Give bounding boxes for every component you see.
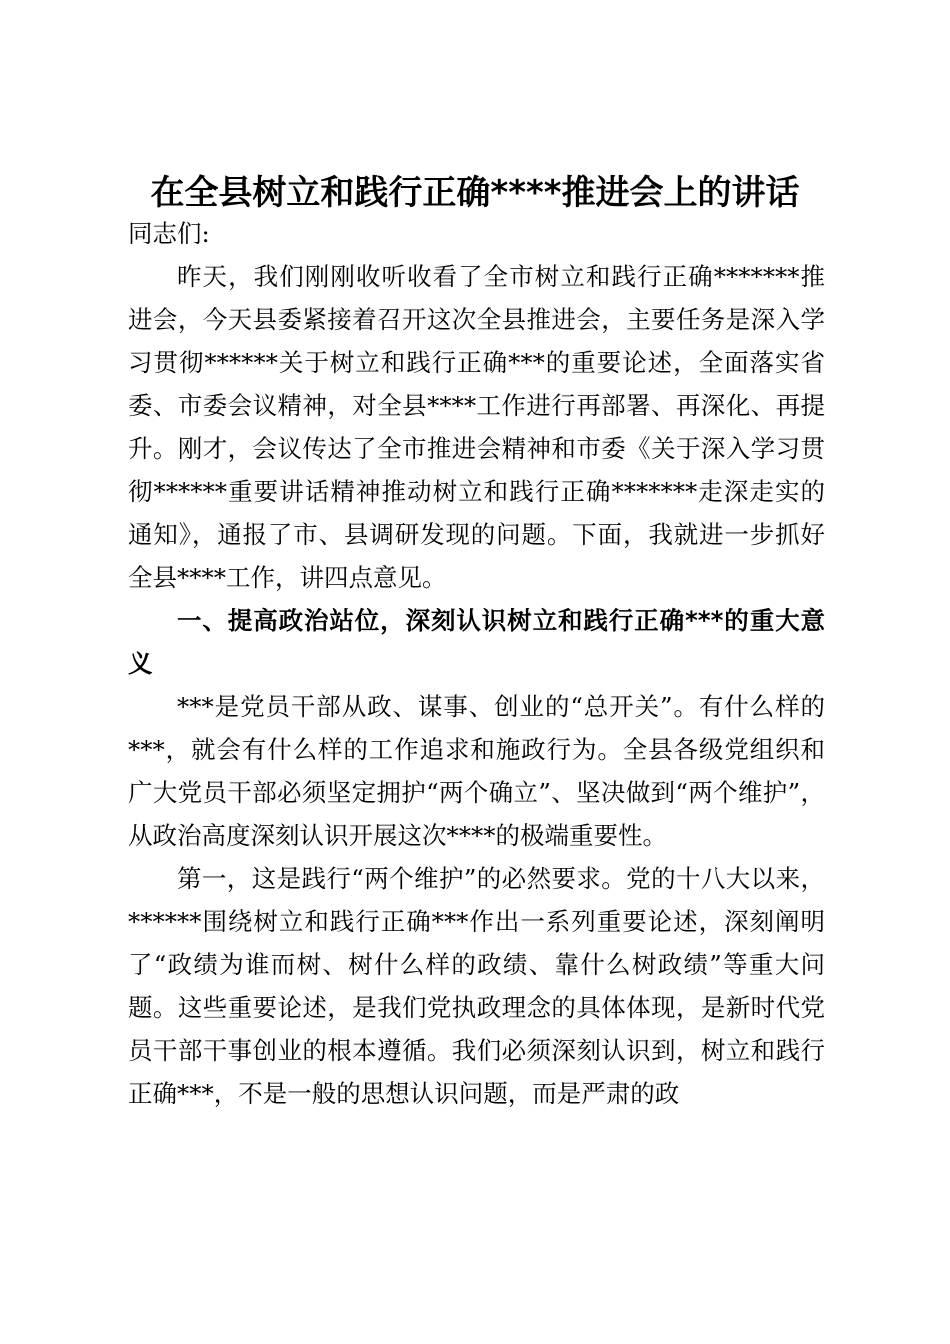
paragraph-intro: 昨天，我们刚刚收听收看了全市树立和践行正确*******推进会，今天县委紧接着召开这次全县推进会，主要任务是深入学习贯彻******关于树立和践行正确***的重要论述，全面落实省委、市委会议精神，对全县****工作进行再部署、再深化、再提升。刚才，会议传达了全市推进会精神和市委《关于深入学习贯彻******重要讲话精神推动树立和践行正确*******走深走实的通知》，通报了市、县调研发现的问题。下面，我就进一步抓好全县****工作，讲四点意见。 (128, 262, 825, 592)
document-body (128, 212, 825, 1115)
paragraph-section-1: ***是党员干部从政、谋事、创业的“总开关”。有什么样的***，就会有什么样的工作追求和施政行为。全县各级党组织和广大党员干部必须坚定拥护“两个确立”、坚决做到“两个维护”，从政治高度深刻认识开展这次****的极端重要性。 (128, 692, 825, 850)
document-title: 在全县树立和践行正确****推进会上的讲话 (150, 173, 800, 213)
section-heading-1: 一、提高政治站位，深刻认识树立和践行正确***的重大意义 (128, 606, 825, 678)
paragraph-point-1: 第一，这是践行“两个维护”的必然要求。党的十八大以来，******围绕树立和践行正确***作出一系列重要论述，深刻阐明了“政绩为谁而树、树什么样的政绩、靠什么树政绩”等重大问题。这些重要论述，是我们党执政理念的具体体现，是新时代党员干部干事创业的根本遵循。我们必须深刻认识到，树立和践行正确***，不是一般的思想认识问题，而是严肃的政 (128, 864, 825, 1108)
salutation: 同志们: (128, 219, 210, 248)
